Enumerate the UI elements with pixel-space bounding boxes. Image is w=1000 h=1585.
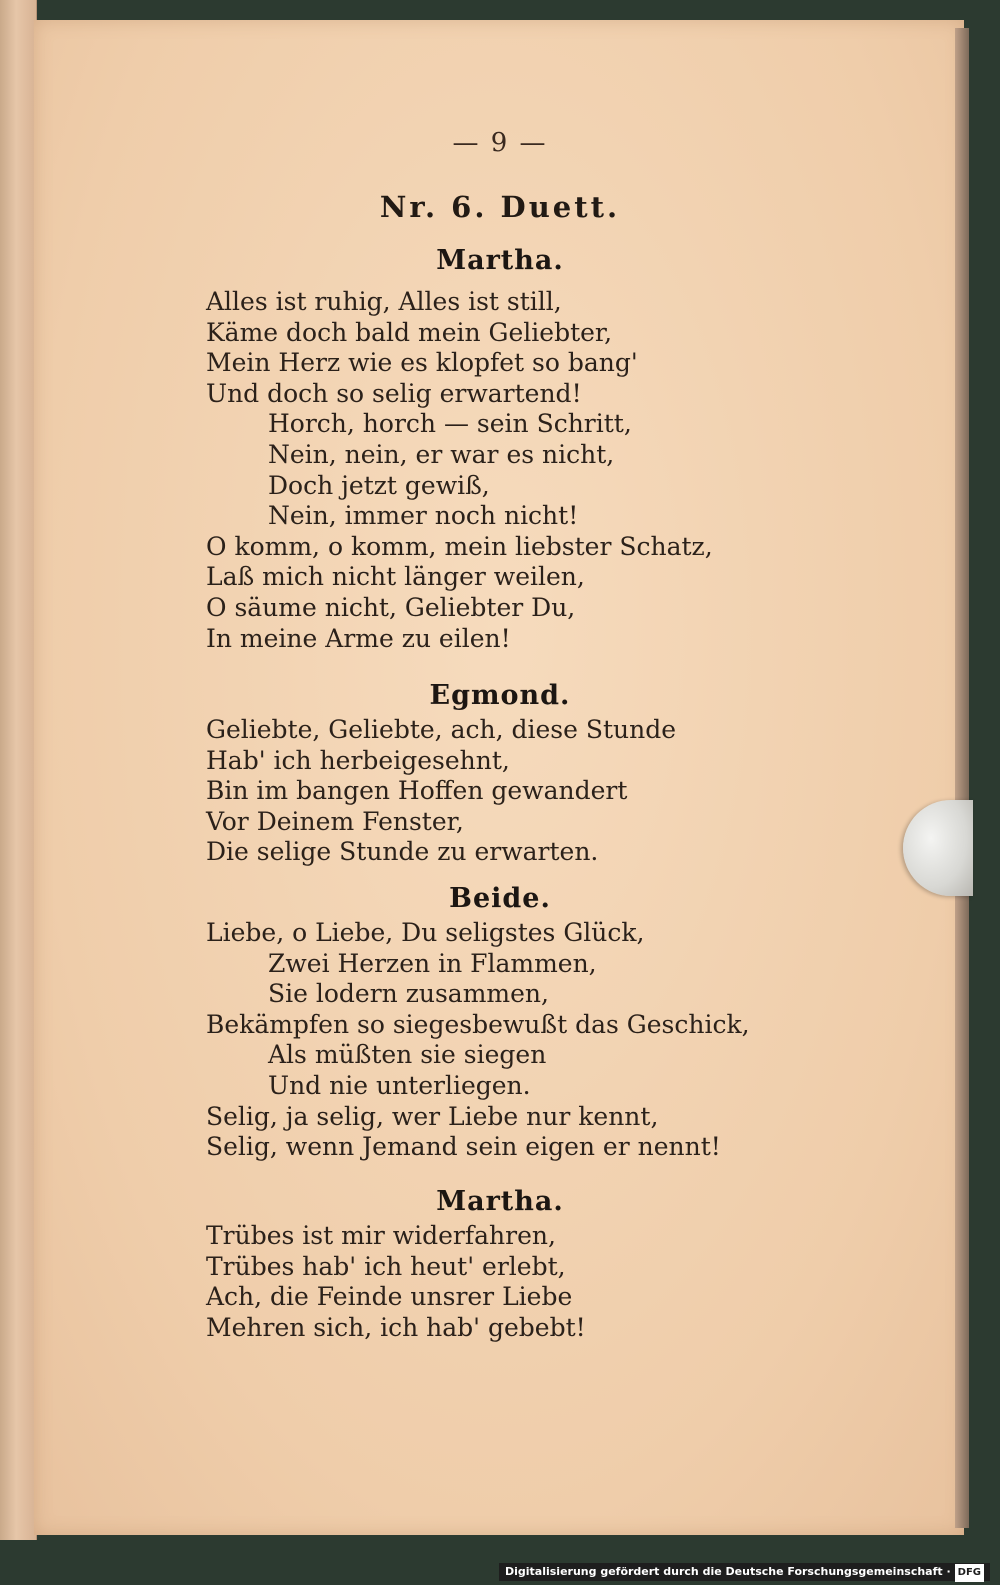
verse-line: Und doch so selig erwartend! xyxy=(206,378,582,408)
verse-line: Vor Deinem Fenster, xyxy=(206,806,464,836)
verse-line: In meine Arme zu eilen! xyxy=(206,623,511,653)
verse-line: Horch, horch — sein Schritt, xyxy=(268,409,632,439)
previous-page-edge xyxy=(0,0,37,1540)
verse-line: Ach, die Feinde unsrer Liebe xyxy=(206,1282,573,1312)
verse-line: Trübes hab' ich heut' erlebt, xyxy=(206,1251,566,1281)
verse-line: Liebe, o Liebe, Du seligstes Glück, xyxy=(206,918,645,947)
speaker-heading: Martha. xyxy=(436,245,564,276)
verse-line: Mehren sich, ich hab' gebebt! xyxy=(206,1312,586,1342)
verse-line: Käme doch bald mein Geliebter, xyxy=(206,317,613,347)
verse-line: Bin im bangen Hoffen gewandert xyxy=(206,776,628,806)
stanza xyxy=(206,1221,906,1343)
verse-line: Selig, wenn Jemand sein eigen er nennt! xyxy=(206,1132,721,1162)
verse-line: Geliebte, Geliebte, ach, diese Stunde xyxy=(206,715,677,744)
verse-line: Sie lodern zusammen, xyxy=(268,979,549,1009)
verse-line: Als müßten sie siegen xyxy=(268,1040,547,1070)
verse-line: Nein, nein, er war es nicht, xyxy=(268,439,615,469)
stanza xyxy=(206,918,906,1163)
digitization-credit xyxy=(499,1563,990,1581)
stanza xyxy=(206,287,906,654)
speaker-heading: Martha. xyxy=(436,1186,564,1217)
dfg-logo: DFG xyxy=(955,1564,984,1582)
page-number: — 9 — xyxy=(452,128,548,158)
credit-text: Digitalisierung gefördert durch die Deutsche Forschungsgemeinschaft · xyxy=(504,1565,951,1578)
verse-line: Und nie unterliegen. xyxy=(268,1070,531,1100)
verse-line: Mein Herz wie es klopfet so bang' xyxy=(206,348,638,378)
verse-line: O komm, o komm, mein liebster Schatz, xyxy=(206,531,713,561)
verse-line: Die selige Stunde zu erwarten. xyxy=(206,837,599,867)
speaker-heading: Beide. xyxy=(449,883,551,914)
verse-line: Trübes ist mir widerfahren, xyxy=(206,1221,556,1250)
verse-line: Hab' ich herbeigesehnt, xyxy=(206,745,510,775)
piece-title: Nr. 6. Duett. xyxy=(379,190,621,224)
verse-line: Nein, immer noch nicht! xyxy=(268,501,579,531)
verse-line: Selig, ja selig, wer Liebe nur kennt, xyxy=(206,1101,659,1131)
verse-line: O säume nicht, Geliebter Du, xyxy=(206,592,576,622)
verse-line: Laß mich nicht länger weilen, xyxy=(206,562,585,592)
speaker-heading: Egmond. xyxy=(429,680,571,711)
verse-line: Alles ist ruhig, Alles ist still, xyxy=(206,287,562,316)
stanza xyxy=(206,715,906,868)
verse-line: Zwei Herzen in Flammen, xyxy=(268,948,597,978)
verse-line: Doch jetzt gewiß, xyxy=(268,470,490,500)
verse-line: Bekämpfen so siegesbewußt das Geschick, xyxy=(206,1009,750,1039)
